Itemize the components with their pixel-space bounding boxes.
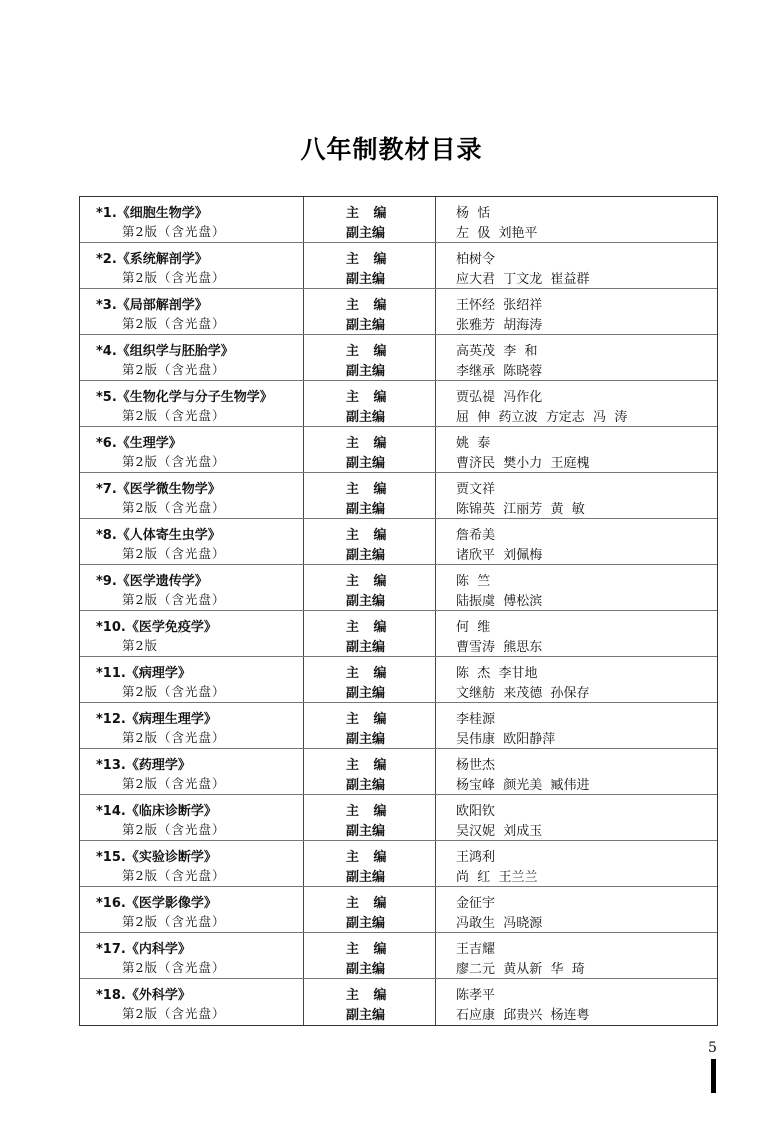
- book-edition: 第2版（含光盘）: [122, 500, 226, 515]
- table-row: [80, 841, 717, 887]
- names-cell: [436, 611, 717, 656]
- names-cell: [436, 841, 717, 886]
- chief-editor-label: 主 编: [346, 344, 387, 359]
- book-cell: [80, 565, 304, 610]
- book-edition: 第2版（含光盘）: [122, 224, 226, 239]
- book-title: *18.《外科学》: [96, 988, 191, 1003]
- chief-editor-label: 主 编: [346, 988, 387, 1003]
- table-row: [80, 289, 717, 335]
- chief-editor-label: 主 编: [346, 942, 387, 957]
- deputy-editor-label: 副主编: [346, 686, 386, 701]
- chief-editor-names: 王怀经 张绍祥: [456, 298, 543, 313]
- book-title: *4.《组织学与胚胎学》: [96, 344, 234, 359]
- book-edition: 第2版（含光盘）: [122, 776, 226, 791]
- chief-editor-label: 主 编: [346, 390, 387, 405]
- names-cell: [436, 289, 717, 334]
- table-row: [80, 565, 717, 611]
- chief-editor-names: 欧阳钦: [456, 804, 496, 819]
- deputy-editor-names: 左 伋 刘艳平: [456, 226, 538, 241]
- chief-editor-names: 陈 杰 李甘地: [456, 666, 538, 681]
- chief-editor-label: 主 编: [346, 666, 387, 681]
- chief-editor-label: 主 编: [346, 620, 387, 635]
- deputy-editor-names: 曹济民 樊小力 王庭槐: [456, 456, 590, 471]
- names-cell: [436, 473, 717, 518]
- deputy-editor-names: 应大君 丁文龙 崔益群: [456, 272, 590, 287]
- deputy-editor-label: 副主编: [346, 272, 386, 287]
- book-edition: 第2版（含光盘）: [122, 914, 226, 929]
- role-cell: [304, 565, 436, 610]
- book-cell: [80, 289, 304, 334]
- chief-editor-label: 主 编: [346, 298, 387, 313]
- role-cell: [304, 749, 436, 794]
- chief-editor-label: 主 编: [346, 574, 387, 589]
- table-row: [80, 979, 717, 1025]
- book-edition: 第2版（含光盘）: [122, 546, 226, 561]
- chief-editor-label: 主 编: [346, 482, 387, 497]
- chief-editor-label: 主 编: [346, 712, 387, 727]
- deputy-editor-names: 陆振虞 傅松滨: [456, 594, 543, 609]
- deputy-editor-names: 杨宝峰 颜光美 臧伟进: [456, 778, 590, 793]
- table-row: [80, 611, 717, 657]
- table-row: [80, 427, 717, 473]
- deputy-editor-label: 副主编: [346, 410, 386, 425]
- role-cell: [304, 427, 436, 472]
- book-cell: [80, 473, 304, 518]
- book-edition: 第2版（含光盘）: [122, 454, 226, 469]
- names-cell: [436, 519, 717, 564]
- book-edition: 第2版（含光盘）: [122, 1006, 226, 1021]
- deputy-editor-label: 副主编: [346, 778, 386, 793]
- deputy-editor-label: 副主编: [346, 1008, 386, 1023]
- role-cell: [304, 841, 436, 886]
- names-cell: [436, 335, 717, 380]
- book-title: *13.《药理学》: [96, 758, 191, 773]
- table-row: [80, 381, 717, 427]
- deputy-editor-label: 副主编: [346, 594, 386, 609]
- deputy-editor-names: 尚 红 王兰兰: [456, 870, 538, 885]
- book-edition: 第2版（含光盘）: [122, 408, 226, 423]
- book-edition: 第2版（含光盘）: [122, 362, 226, 377]
- book-edition: 第2版（含光盘）: [122, 730, 226, 745]
- book-title: *7.《医学微生物学》: [96, 482, 221, 497]
- deputy-editor-names: 曹雪涛 熊思东: [456, 640, 543, 655]
- deputy-editor-names: 吴汉妮 刘成玉: [456, 824, 543, 839]
- names-cell: [436, 795, 717, 840]
- deputy-editor-names: 张雅芳 胡海涛: [456, 318, 543, 333]
- book-edition: 第2版: [122, 638, 158, 653]
- book-cell: [80, 519, 304, 564]
- deputy-editor-names: 文继舫 来茂德 孙保存: [456, 686, 590, 701]
- book-title: *8.《人体寄生虫学》: [96, 528, 221, 543]
- names-cell: [436, 703, 717, 748]
- names-cell: [436, 243, 717, 288]
- book-title: *14.《临床诊断学》: [96, 804, 217, 819]
- table-row: [80, 933, 717, 979]
- page-edge-marker: [711, 1059, 716, 1093]
- chief-editor-label: 主 编: [346, 758, 387, 773]
- chief-editor-label: 主 编: [346, 436, 387, 451]
- deputy-editor-names: 陈锦英 江丽芳 黄 敏: [456, 502, 585, 517]
- chief-editor-label: 主 编: [346, 528, 387, 543]
- chief-editor-names: 贾文祥: [456, 482, 496, 497]
- role-cell: [304, 197, 436, 242]
- names-cell: [436, 887, 717, 932]
- book-title: *6.《生理学》: [96, 436, 182, 451]
- chief-editor-names: 何 维: [456, 620, 491, 635]
- names-cell: [436, 565, 717, 610]
- book-cell: [80, 611, 304, 656]
- names-cell: [436, 979, 717, 1025]
- page-number: 5: [708, 1040, 717, 1056]
- book-title: *16.《医学影像学》: [96, 896, 217, 911]
- deputy-editor-names: 廖二元 黄从新 华 琦: [456, 962, 585, 977]
- role-cell: [304, 381, 436, 426]
- deputy-editor-names: 冯敢生 冯晓源: [456, 916, 543, 931]
- book-edition: 第2版（含光盘）: [122, 270, 226, 285]
- book-title: *17.《内科学》: [96, 942, 191, 957]
- book-title: *5.《生物化学与分子生物学》: [96, 390, 273, 405]
- deputy-editor-label: 副主编: [346, 364, 386, 379]
- role-cell: [304, 703, 436, 748]
- chief-editor-label: 主 编: [346, 850, 387, 865]
- chief-editor-names: 陈孝平: [456, 988, 496, 1003]
- role-cell: [304, 243, 436, 288]
- table-row: [80, 703, 717, 749]
- table-row: [80, 749, 717, 795]
- chief-editor-names: 李桂源: [456, 712, 496, 727]
- chief-editor-label: 主 编: [346, 206, 387, 221]
- book-title: *12.《病理生理学》: [96, 712, 217, 727]
- deputy-editor-names: 屈 伸 药立波 方定志 冯 涛: [456, 410, 628, 425]
- chief-editor-names: 金征宇: [456, 896, 496, 911]
- deputy-editor-label: 副主编: [346, 732, 386, 747]
- role-cell: [304, 289, 436, 334]
- deputy-editor-label: 副主编: [346, 962, 386, 977]
- book-edition: 第2版（含光盘）: [122, 868, 226, 883]
- book-cell: [80, 381, 304, 426]
- deputy-editor-label: 副主编: [346, 502, 386, 517]
- table-row: [80, 657, 717, 703]
- table-row: [80, 473, 717, 519]
- role-cell: [304, 611, 436, 656]
- deputy-editor-names: 李继承 陈晓蓉: [456, 364, 543, 379]
- book-edition: 第2版（含光盘）: [122, 822, 226, 837]
- table-row: [80, 887, 717, 933]
- book-cell: [80, 933, 304, 978]
- book-title: *15.《实验诊断学》: [96, 850, 217, 865]
- names-cell: [436, 933, 717, 978]
- deputy-editor-label: 副主编: [346, 548, 386, 563]
- book-cell: [80, 795, 304, 840]
- chief-editor-names: 王鸿利: [456, 850, 496, 865]
- chief-editor-names: 杨 恬: [456, 206, 491, 221]
- names-cell: [436, 197, 717, 242]
- textbook-catalog-table: [79, 196, 718, 1026]
- role-cell: [304, 979, 436, 1025]
- chief-editor-names: 杨世杰: [456, 758, 496, 773]
- book-cell: [80, 703, 304, 748]
- chief-editor-names: 柏树令: [456, 252, 496, 267]
- book-cell: [80, 243, 304, 288]
- role-cell: [304, 473, 436, 518]
- book-title: *2.《系统解剖学》: [96, 252, 208, 267]
- chief-editor-names: 高英茂 李 和: [456, 344, 538, 359]
- book-cell: [80, 335, 304, 380]
- role-cell: [304, 519, 436, 564]
- book-cell: [80, 841, 304, 886]
- role-cell: [304, 657, 436, 702]
- chief-editor-names: 姚 泰: [456, 436, 491, 451]
- deputy-editor-label: 副主编: [346, 226, 386, 241]
- book-cell: [80, 657, 304, 702]
- deputy-editor-label: 副主编: [346, 870, 386, 885]
- names-cell: [436, 657, 717, 702]
- book-cell: [80, 979, 304, 1025]
- chief-editor-names: 陈 竺: [456, 574, 491, 589]
- deputy-editor-names: 吴伟康 欧阳静萍: [456, 732, 556, 747]
- page-title: 八年制教材目录: [300, 135, 483, 164]
- book-cell: [80, 197, 304, 242]
- table-row: [80, 243, 717, 289]
- book-edition: 第2版（含光盘）: [122, 592, 226, 607]
- book-cell: [80, 427, 304, 472]
- chief-editor-label: 主 编: [346, 804, 387, 819]
- names-cell: [436, 381, 717, 426]
- role-cell: [304, 335, 436, 380]
- book-title: *1.《细胞生物学》: [96, 206, 208, 221]
- book-edition: 第2版（含光盘）: [122, 684, 226, 699]
- deputy-editor-label: 副主编: [346, 824, 386, 839]
- book-cell: [80, 749, 304, 794]
- names-cell: [436, 749, 717, 794]
- book-title: *11.《病理学》: [96, 666, 191, 681]
- table-row: [80, 197, 717, 243]
- deputy-editor-label: 副主编: [346, 318, 386, 333]
- role-cell: [304, 795, 436, 840]
- book-title: *9.《医学遗传学》: [96, 574, 208, 589]
- table-row: [80, 335, 717, 381]
- role-cell: [304, 887, 436, 932]
- chief-editor-label: 主 编: [346, 252, 387, 267]
- chief-editor-names: 王吉耀: [456, 942, 496, 957]
- chief-editor-names: 詹希美: [456, 528, 496, 543]
- deputy-editor-names: 石应康 邱贵兴 杨连粤: [456, 1008, 590, 1023]
- deputy-editor-label: 副主编: [346, 916, 386, 931]
- table-row: [80, 519, 717, 565]
- table-row: [80, 795, 717, 841]
- book-edition: 第2版（含光盘）: [122, 960, 226, 975]
- role-cell: [304, 933, 436, 978]
- deputy-editor-label: 副主编: [346, 456, 386, 471]
- deputy-editor-names: 诸欣平 刘佩梅: [456, 548, 543, 563]
- chief-editor-names: 贾弘禔 冯作化: [456, 390, 543, 405]
- names-cell: [436, 427, 717, 472]
- deputy-editor-label: 副主编: [346, 640, 386, 655]
- book-title: *10.《医学免疫学》: [96, 620, 217, 635]
- book-title: *3.《局部解剖学》: [96, 298, 208, 313]
- book-cell: [80, 887, 304, 932]
- chief-editor-label: 主 编: [346, 896, 387, 911]
- book-edition: 第2版（含光盘）: [122, 316, 226, 331]
